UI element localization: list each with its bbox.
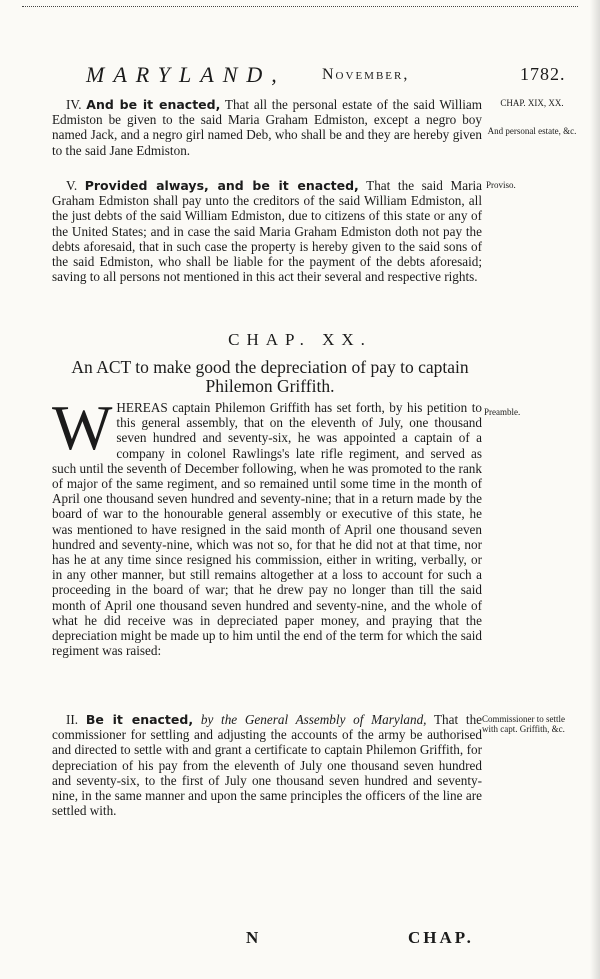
section-v-number: V. [66, 178, 78, 193]
section-ii-number: II. [66, 712, 79, 727]
section-ii-enacting: Be it enacted, [85, 712, 194, 727]
margin-proviso: Proviso. [486, 180, 516, 190]
section-ii [52, 712, 482, 818]
section-iv [52, 97, 482, 158]
header-month: November, [322, 66, 410, 83]
act-title: An ACT to make good the depreciation of pay to captain Philemon Griffith. [71, 357, 469, 396]
section-v-enacting: Provided always, and be it enacted, [84, 178, 359, 193]
page-edge-shadow [590, 0, 600, 979]
catchword: CHAP. [408, 928, 474, 947]
section-iv-number: IV. [66, 97, 82, 112]
section-ii-authority: by the General Assembly of Maryland, [200, 712, 427, 727]
margin-preamble: Preamble. [484, 407, 521, 417]
section-ii-text: That the commissioner for settling and adjusting the accounts of the army be authorised and directed to settle with and grant a certificate to captain Philemon Griffith, for depreciation of his pay from the eleventh of July one thousand seven hundred and seventy-six, to the first of July one thousand seven hundred and seventy-nine, in the same manner and upon the same principles the officers of the line are settled with. [52, 712, 483, 819]
section-v-text: That the said Maria Graham Edmiston shall pay unto the creditors of the said William Edmiston, all the just debts of the said William Edmiston, due to citizens of this state or any of the United States; and in case the said Maria Graham Edmiston doth not pay the debts aforesaid, that in such case the property is hereby given to the said sons of the said Edmiston, who shall be liable for the payment of the debts aforesaid; saving to all persons not mentioned in this act their several and respective rights. [52, 178, 482, 285]
chapter-heading: CHAP. XX. [228, 330, 372, 349]
header-year: 1782. [520, 64, 566, 84]
preamble-dropcap: W [52, 392, 113, 463]
running-header [0, 62, 600, 92]
preamble [52, 392, 482, 659]
section-v [52, 178, 482, 284]
margin-personal-estate: And personal estate, &c. [487, 126, 577, 136]
margin-chap-ref: CHAP. XIX, XX. [500, 98, 564, 108]
top-dotted-rule [22, 6, 578, 7]
margin-commissioner: Commissioner to settle with capt. Griffith, &c. [482, 714, 565, 734]
header-title: MARYLAND, [86, 62, 286, 87]
preamble-text: HEREAS captain Philemon Griffith has set forth, by his petition to this general assembly, that on the eleventh of July, one thousand seven hundred and seventy-six, he was appointed a captain of a company in colonel Rawlings's late rifle regiment, and served as such until the seventh of December following, when he was promoted to the rank of major of the same regiment, and so remained until some time in the month of April one thousand seven hundred and seventy-nine; that in a return made by the board of war to the honourable general assembly or executive of this state, he was mentioned to have resigned in the said month of April one thousand seven hundred and seventy-nine, which was not so, for that he did not at that time, nor has he at any time since resigned his commission, either in writing, verbally, or in any other manner, but still remains altogether at a loss to account for such a proceeding in the board of war; that he drew pay no longer than till the said month of April one thousand seven hundred and seventy-nine, and the whole of what he did receive was in depreciated paper money, and praying that the depreciation might be made up to him until the end of the term for which the said regiment was raised: [52, 400, 482, 659]
section-iv-enacting: And be it enacted, [86, 97, 221, 112]
signature-mark: N [246, 928, 259, 947]
section-iv-text: That all the personal estate of the said William Edmiston be given to the said Maria Graham Edmiston, except a negro boy named Jack, and a negro girl named Deb, who shall be and they are hereby given to the said Jane Edmiston. [52, 97, 483, 158]
